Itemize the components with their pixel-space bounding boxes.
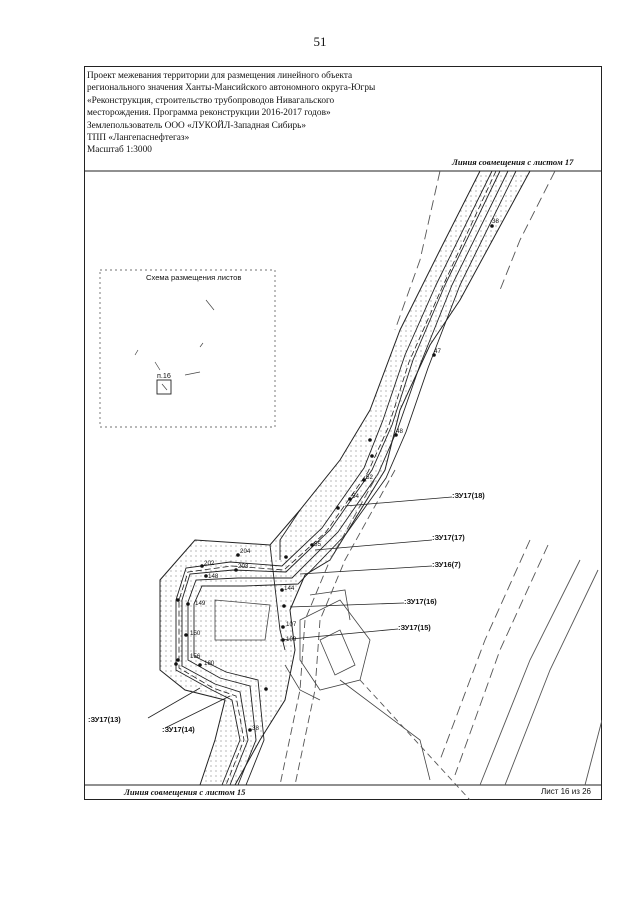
point-number: 109 <box>286 636 297 643</box>
point-number: 48 <box>396 428 403 435</box>
parcel-label: :ЗУ17(13) <box>88 715 121 724</box>
point-number: 54 <box>352 493 359 500</box>
point-number: 107 <box>286 621 297 628</box>
point-number: 38 <box>492 218 499 225</box>
point-number: 144 <box>284 585 295 592</box>
point-number: 160 <box>204 660 215 667</box>
point-number: 148 <box>208 573 219 580</box>
parcel-label: :ЗУ17(17) <box>432 533 465 542</box>
page-number: 51 <box>313 34 327 49</box>
layout-scheme-title: Схема размещения листов <box>146 273 242 282</box>
land-user: Землепользователь ООО «ЛУКОЙЛ-Западная Сибирь» <box>87 120 307 131</box>
parcel-label: :ЗУ17(16) <box>404 597 437 606</box>
point-number: 55 <box>314 541 321 548</box>
layout-scheme-current-sheet: п.16 <box>157 371 171 380</box>
point-number: 38 <box>252 725 259 732</box>
point-number: 52 <box>366 474 373 481</box>
parcel-label: :ЗУ17(15) <box>398 623 431 632</box>
sheet-counter: Лист 16 из 26 <box>541 787 591 796</box>
map-scale: Масштаб 1:3000 <box>87 145 152 156</box>
scheme-sheet-16 <box>157 380 171 394</box>
point-number: 204 <box>240 548 251 555</box>
tpp-name: ТПП «Лангепаснефтегаз» <box>87 133 190 144</box>
project-title: Проект межевания территории для размещения линейного объекта регионального значения Ханты-Мансийского автономного округа-Югры «Реконструкция, строительство трубопроводов Нивагальского месторождения. Программа реконструкции 2016-2017 годов» <box>87 71 376 119</box>
parcel-label: :ЗУ16(7) <box>432 560 461 569</box>
parcel-label: :ЗУ17(18) <box>452 491 485 500</box>
corridor-outer <box>160 171 530 785</box>
point-number: 203 <box>238 563 249 570</box>
sheet-join-bottom: Линия совмещения с листом 15 <box>124 787 246 797</box>
sheet-join-top: Линия совмещения с листом 17 <box>452 157 574 167</box>
point-number: 202 <box>204 560 215 567</box>
point-number: 156 <box>190 653 201 660</box>
layout-scheme-inset <box>100 270 275 427</box>
point-number: 47 <box>434 348 441 355</box>
point-number: 149 <box>195 600 206 607</box>
point-number: 150 <box>190 630 201 637</box>
parcel-label: :ЗУ17(14) <box>162 725 195 734</box>
